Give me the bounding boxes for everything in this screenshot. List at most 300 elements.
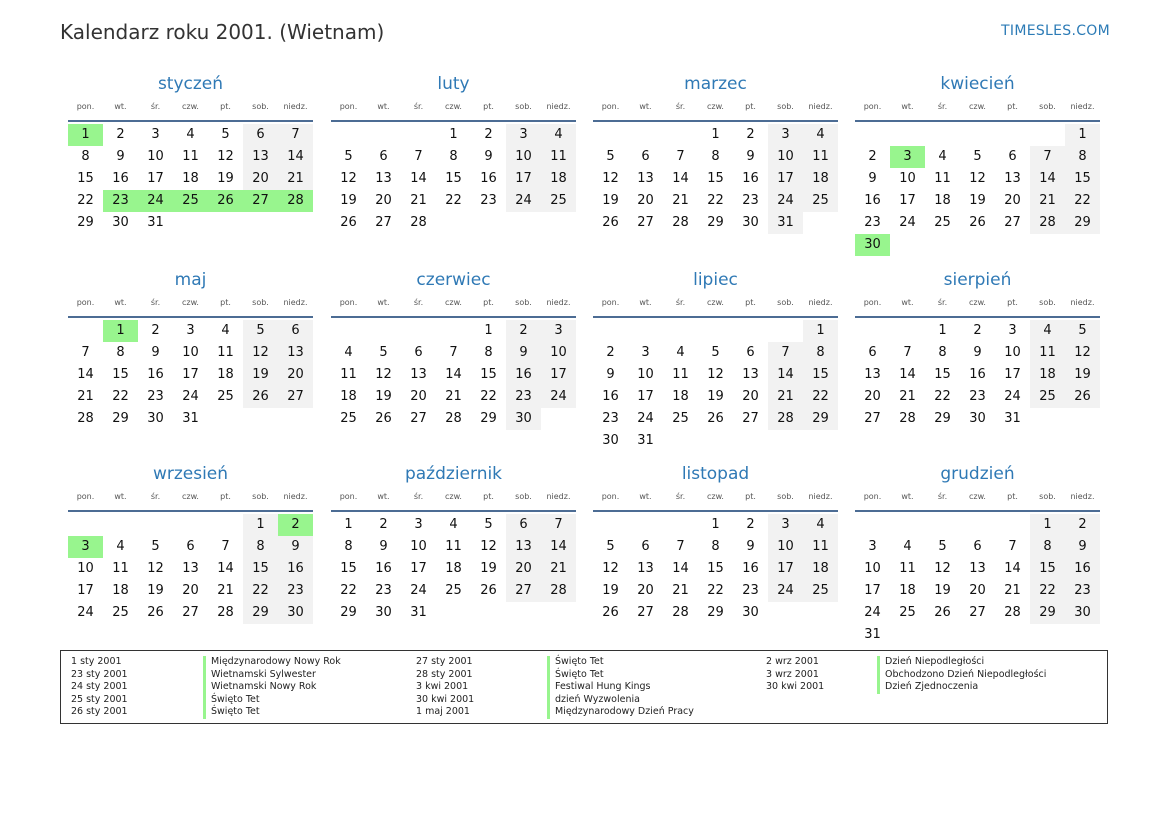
weekday-label: pt. [220, 492, 231, 501]
weekday-label: pon. [601, 298, 620, 307]
weekday-label: sob. [777, 102, 794, 111]
weekday-label: czw. [182, 492, 199, 501]
day-cell: 23 [742, 193, 759, 208]
day-cell: 5 [711, 345, 720, 360]
day-cell: 29 [1065, 212, 1100, 234]
weekday-label: sob. [1039, 298, 1056, 307]
holiday-day-cell: 23 [103, 190, 138, 212]
weekday-label: wt. [377, 298, 390, 307]
day-cell: 28 [1030, 212, 1065, 234]
weekday-label: czw. [445, 492, 462, 501]
day-cell: 2 [151, 323, 160, 338]
month-name: maj [174, 270, 207, 290]
day-cell: 14 [1004, 561, 1021, 576]
day-cell: 30 [602, 433, 619, 448]
weekday-label: wt. [114, 492, 127, 501]
day-cell: 19 [217, 171, 234, 186]
weekday-label: wt. [377, 492, 390, 501]
day-cell: 27 [637, 215, 654, 230]
day-cell: 20 [864, 389, 881, 404]
day-cell: 16 [147, 367, 164, 382]
month-calendar [855, 464, 1100, 654]
day-cell: 15 [934, 367, 951, 382]
day-cell: 18 [1030, 364, 1065, 386]
weekday-header [68, 492, 313, 504]
legend-date: 3 wrz 2001 [766, 668, 819, 680]
month-divider [855, 316, 1100, 318]
day-cell: 20 [1004, 193, 1021, 208]
day-cell: 31 [147, 215, 164, 230]
day-cell: 6 [243, 124, 278, 146]
weekday-label: pon. [601, 492, 620, 501]
day-cell: 20 [637, 583, 654, 598]
day-cell: 19 [375, 389, 392, 404]
day-cell: 7 [414, 149, 423, 164]
legend-date: 23 sty 2001 [71, 668, 128, 680]
day-cell: 6 [973, 539, 982, 554]
day-cell: 4 [344, 345, 353, 360]
day-cell: 28 [77, 411, 94, 426]
day-cell: 19 [934, 583, 951, 598]
day-cell: 15 [707, 561, 724, 576]
day-cell: 6 [506, 514, 541, 536]
weekday-label: sob. [515, 298, 532, 307]
legend-date: 27 sty 2001 [416, 656, 473, 667]
month-name: marzec [684, 74, 747, 94]
weekday-label: pt. [220, 102, 231, 111]
legend-date: 26 sty 2001 [71, 706, 128, 718]
day-cell: 6 [746, 345, 755, 360]
holiday-legend [60, 650, 1108, 724]
day-cell: 1 [711, 127, 720, 142]
day-cell: 3 [541, 320, 576, 342]
day-cell: 13 [1004, 171, 1021, 186]
weekday-label: pt. [483, 102, 494, 111]
month-divider [593, 510, 838, 512]
day-cell: 23 [278, 580, 313, 602]
day-cell: 11 [340, 367, 357, 382]
day-cell: 6 [186, 539, 195, 554]
day-cell: 14 [899, 367, 916, 382]
day-cell: 11 [803, 146, 838, 168]
day-cell: 7 [278, 124, 313, 146]
day-cell: 23 [864, 215, 881, 230]
day-cell: 11 [541, 146, 576, 168]
day-cell: 15 [77, 171, 94, 186]
weekday-label: śr. [150, 492, 161, 501]
weekday-label: czw. [707, 102, 724, 111]
day-cell: 7 [81, 345, 90, 360]
day-cell: 21 [899, 389, 916, 404]
day-cell: 26 [340, 215, 357, 230]
day-cell: 17 [864, 583, 881, 598]
day-cell: 20 [243, 168, 278, 190]
day-cell: 30 [506, 408, 541, 430]
day-cell: 26 [934, 605, 951, 620]
day-cell: 9 [606, 367, 615, 382]
day-cell: 2 [116, 127, 125, 142]
weekday-label: sob. [252, 298, 269, 307]
day-cell: 10 [147, 149, 164, 164]
day-cell: 17 [147, 171, 164, 186]
day-cell: 9 [116, 149, 125, 164]
day-cell: 18 [340, 389, 357, 404]
day-cell: 12 [147, 561, 164, 576]
weekday-label: niedz. [808, 298, 833, 307]
day-cell: 19 [602, 583, 619, 598]
weekday-label: wt. [901, 492, 914, 501]
day-cell: 5 [221, 127, 230, 142]
day-cell: 24 [506, 190, 541, 212]
day-cell: 29 [707, 605, 724, 620]
day-cell: 23 [742, 583, 759, 598]
day-cell: 8 [711, 539, 720, 554]
day-cell: 1 [344, 517, 353, 532]
day-cell: 21 [768, 386, 803, 408]
holiday-day-cell: 3 [68, 536, 103, 558]
day-cell: 21 [217, 583, 234, 598]
month-name: styczeń [157, 74, 224, 94]
day-cell: 1 [449, 127, 458, 142]
day-cell: 31 [1004, 411, 1021, 426]
day-cell: 2 [1065, 514, 1100, 536]
day-cell: 26 [969, 215, 986, 230]
day-cell: 21 [1004, 583, 1021, 598]
day-cell: 12 [934, 561, 951, 576]
weekday-header [331, 298, 576, 310]
day-cell: 27 [410, 411, 427, 426]
day-cell: 19 [243, 364, 278, 386]
weekday-label: niedz. [546, 102, 571, 111]
day-cell: 8 [81, 149, 90, 164]
day-cell: 7 [221, 539, 230, 554]
weekday-header [855, 102, 1100, 114]
day-cell: 25 [112, 605, 129, 620]
weekday-header [68, 298, 313, 310]
day-cell: 7 [676, 539, 685, 554]
day-cell: 24 [899, 215, 916, 230]
weekday-label: czw. [707, 492, 724, 501]
site-link[interactable]: TIMESLES.COM [1001, 23, 1110, 39]
day-cell: 21 [1030, 190, 1065, 212]
day-cell: 25 [541, 190, 576, 212]
day-cell: 2 [506, 320, 541, 342]
day-cell: 28 [541, 580, 576, 602]
day-cell: 3 [768, 514, 803, 536]
weekday-label: pon. [339, 102, 358, 111]
day-cell: 24 [637, 411, 654, 426]
month-calendar [331, 464, 576, 654]
weekday-label: wt. [114, 102, 127, 111]
day-cell: 15 [1030, 558, 1065, 580]
weekday-header [68, 102, 313, 114]
day-cell: 19 [480, 561, 497, 576]
legend-date: 3 kwi 2001 [416, 681, 469, 693]
weekday-header [855, 298, 1100, 310]
day-cell: 8 [484, 345, 493, 360]
day-cell: 29 [803, 408, 838, 430]
holiday-day-cell: 24 [138, 190, 173, 212]
day-cell: 6 [379, 149, 388, 164]
day-cell: 19 [707, 389, 724, 404]
day-cell: 23 [480, 193, 497, 208]
weekday-label: czw. [445, 102, 462, 111]
legend-date: 1 maj 2001 [416, 706, 470, 718]
day-cell: 30 [1065, 602, 1100, 624]
day-cell: 18 [541, 168, 576, 190]
day-cell: 21 [445, 389, 462, 404]
legend-holiday-name: Wietnamski Nowy Rok [203, 681, 341, 694]
day-cell: 22 [707, 583, 724, 598]
weekday-label: sob. [252, 102, 269, 111]
day-cell: 12 [969, 171, 986, 186]
day-cell: 14 [672, 561, 689, 576]
day-cell: 11 [672, 367, 689, 382]
day-cell: 9 [746, 539, 755, 554]
weekday-label: sob. [777, 492, 794, 501]
legend-names-column [547, 656, 694, 719]
day-cell: 7 [903, 345, 912, 360]
weekday-label: pon. [76, 492, 95, 501]
day-cell: 10 [77, 561, 94, 576]
day-cell: 15 [243, 558, 278, 580]
day-cell: 22 [480, 389, 497, 404]
holiday-day-cell: 30 [855, 234, 890, 256]
day-cell: 24 [410, 583, 427, 598]
day-cell: 2 [973, 323, 982, 338]
day-cell: 13 [742, 367, 759, 382]
day-cell: 15 [803, 364, 838, 386]
day-cell: 17 [182, 367, 199, 382]
month-name: lipiec [693, 270, 738, 290]
day-cell: 18 [112, 583, 129, 598]
day-cell: 7 [676, 149, 685, 164]
month-divider [331, 316, 576, 318]
month-name: czerwiec [416, 270, 491, 290]
day-cell: 8 [116, 345, 125, 360]
day-cell: 28 [768, 408, 803, 430]
legend-holiday-name: Wietnamski Sylwester [203, 669, 341, 682]
day-cell: 8 [449, 149, 458, 164]
day-cell: 9 [746, 149, 755, 164]
month-calendar [68, 464, 313, 654]
day-cell: 16 [969, 367, 986, 382]
day-cell: 6 [414, 345, 423, 360]
day-cell: 5 [606, 539, 615, 554]
day-cell: 14 [217, 561, 234, 576]
month-divider [331, 510, 576, 512]
day-cell: 13 [969, 561, 986, 576]
weekday-label: czw. [969, 102, 986, 111]
day-cell: 16 [864, 193, 881, 208]
day-cell: 1 [243, 514, 278, 536]
day-cell: 27 [278, 386, 313, 408]
day-cell: 25 [672, 411, 689, 426]
legend-holiday-name: Międzynarodowy Dzień Pracy [547, 706, 694, 719]
day-cell: 1 [484, 323, 493, 338]
day-cell: 17 [899, 193, 916, 208]
weekday-label: śr. [413, 102, 424, 111]
month-name: wrzesień [152, 464, 229, 484]
day-cell: 5 [243, 320, 278, 342]
day-cell: 30 [278, 602, 313, 624]
day-cell: 19 [602, 193, 619, 208]
legend-names-column [203, 656, 341, 719]
day-cell: 20 [278, 364, 313, 386]
day-cell: 22 [243, 580, 278, 602]
day-cell: 13 [243, 146, 278, 168]
day-cell: 27 [637, 605, 654, 620]
day-cell: 20 [742, 389, 759, 404]
weekday-label: śr. [937, 102, 948, 111]
day-cell: 29 [1030, 602, 1065, 624]
day-cell: 14 [77, 367, 94, 382]
day-cell: 16 [375, 561, 392, 576]
day-cell: 26 [480, 583, 497, 598]
day-cell: 1 [1065, 124, 1100, 146]
day-cell: 25 [445, 583, 462, 598]
day-cell: 13 [375, 171, 392, 186]
weekday-label: niedz. [1070, 298, 1095, 307]
day-cell: 28 [410, 215, 427, 230]
day-cell: 30 [375, 605, 392, 620]
weekday-label: wt. [901, 102, 914, 111]
day-cell: 25 [217, 389, 234, 404]
day-cell: 9 [151, 345, 160, 360]
day-cell: 28 [672, 215, 689, 230]
day-cell: 2 [746, 517, 755, 532]
day-cell: 26 [147, 605, 164, 620]
day-cell: 12 [602, 561, 619, 576]
day-cell: 8 [243, 536, 278, 558]
holiday-day-cell: 1 [68, 124, 103, 146]
day-cell: 4 [221, 323, 230, 338]
day-cell: 21 [410, 193, 427, 208]
weekday-label: pt. [745, 492, 756, 501]
day-cell: 31 [182, 411, 199, 426]
day-cell: 21 [672, 193, 689, 208]
day-cell: 20 [969, 583, 986, 598]
month-divider [68, 510, 313, 512]
day-cell: 1 [803, 320, 838, 342]
day-cell: 18 [182, 171, 199, 186]
weekday-label: pon. [339, 492, 358, 501]
day-cell: 22 [1065, 190, 1100, 212]
day-cell: 3 [506, 124, 541, 146]
day-cell: 29 [112, 411, 129, 426]
day-cell: 16 [742, 171, 759, 186]
day-cell: 31 [637, 433, 654, 448]
day-cell: 28 [672, 605, 689, 620]
legend-holiday-name: Dzień Niepodległości [877, 656, 1046, 669]
day-cell: 22 [340, 583, 357, 598]
day-cell: 20 [410, 389, 427, 404]
day-cell: 11 [803, 536, 838, 558]
weekday-label: czw. [182, 102, 199, 111]
day-cell: 21 [672, 583, 689, 598]
day-cell: 6 [1008, 149, 1017, 164]
legend-holiday-name: Święto Tet [203, 706, 341, 719]
day-cell: 4 [541, 124, 576, 146]
day-cell: 5 [1065, 320, 1100, 342]
day-cell: 25 [934, 215, 951, 230]
day-cell: 28 [899, 411, 916, 426]
weekday-label: czw. [182, 298, 199, 307]
day-cell: 19 [1065, 364, 1100, 386]
day-cell: 22 [707, 193, 724, 208]
weekday-label: pon. [863, 298, 882, 307]
day-cell: 22 [803, 386, 838, 408]
day-cell: 4 [803, 514, 838, 536]
day-cell: 16 [742, 561, 759, 576]
day-cell: 24 [768, 190, 803, 212]
weekday-label: niedz. [1070, 492, 1095, 501]
day-cell: 4 [449, 517, 458, 532]
day-cell: 3 [868, 539, 877, 554]
weekday-label: pon. [863, 492, 882, 501]
weekday-label: niedz. [1070, 102, 1095, 111]
day-cell: 10 [864, 561, 881, 576]
day-cell: 19 [147, 583, 164, 598]
holiday-day-cell: 3 [890, 146, 925, 168]
day-cell: 14 [278, 146, 313, 168]
day-cell: 22 [77, 193, 94, 208]
weekday-label: pon. [76, 102, 95, 111]
day-cell: 10 [899, 171, 916, 186]
day-cell: 23 [1065, 580, 1100, 602]
day-cell: 26 [707, 411, 724, 426]
weekday-label: sob. [252, 492, 269, 501]
day-cell: 5 [484, 517, 493, 532]
day-cell: 17 [506, 168, 541, 190]
day-cell: 5 [973, 149, 982, 164]
day-cell: 23 [375, 583, 392, 598]
legend-holiday-name: dzień Wyzwolenia [547, 694, 694, 707]
legend-names-column [877, 656, 1046, 694]
day-cell: 20 [182, 583, 199, 598]
weekday-label: pt. [483, 492, 494, 501]
day-cell: 23 [969, 389, 986, 404]
day-cell: 11 [1030, 342, 1065, 364]
day-cell: 11 [899, 561, 916, 576]
day-cell: 6 [641, 149, 650, 164]
weekday-label: niedz. [546, 298, 571, 307]
weekday-label: pt. [745, 102, 756, 111]
day-cell: 21 [541, 558, 576, 580]
day-cell: 27 [182, 605, 199, 620]
month-divider [331, 120, 576, 122]
day-cell: 9 [484, 149, 493, 164]
day-cell: 5 [938, 539, 947, 554]
day-cell: 9 [506, 342, 541, 364]
legend-date: 1 sty 2001 [71, 656, 122, 667]
weekday-label: sob. [1039, 102, 1056, 111]
month-divider [593, 316, 838, 318]
day-cell: 18 [934, 193, 951, 208]
day-cell: 15 [707, 171, 724, 186]
day-cell: 15 [112, 367, 129, 382]
day-cell: 27 [742, 411, 759, 426]
day-cell: 7 [541, 514, 576, 536]
weekday-label: wt. [639, 492, 652, 501]
day-cell: 20 [637, 193, 654, 208]
legend-holiday-name: Obchodzono Dzień Niepodległości [877, 669, 1046, 682]
day-cell: 24 [768, 580, 803, 602]
day-cell: 4 [676, 345, 685, 360]
day-cell: 18 [803, 558, 838, 580]
day-cell: 6 [278, 320, 313, 342]
day-cell: 26 [1065, 386, 1100, 408]
